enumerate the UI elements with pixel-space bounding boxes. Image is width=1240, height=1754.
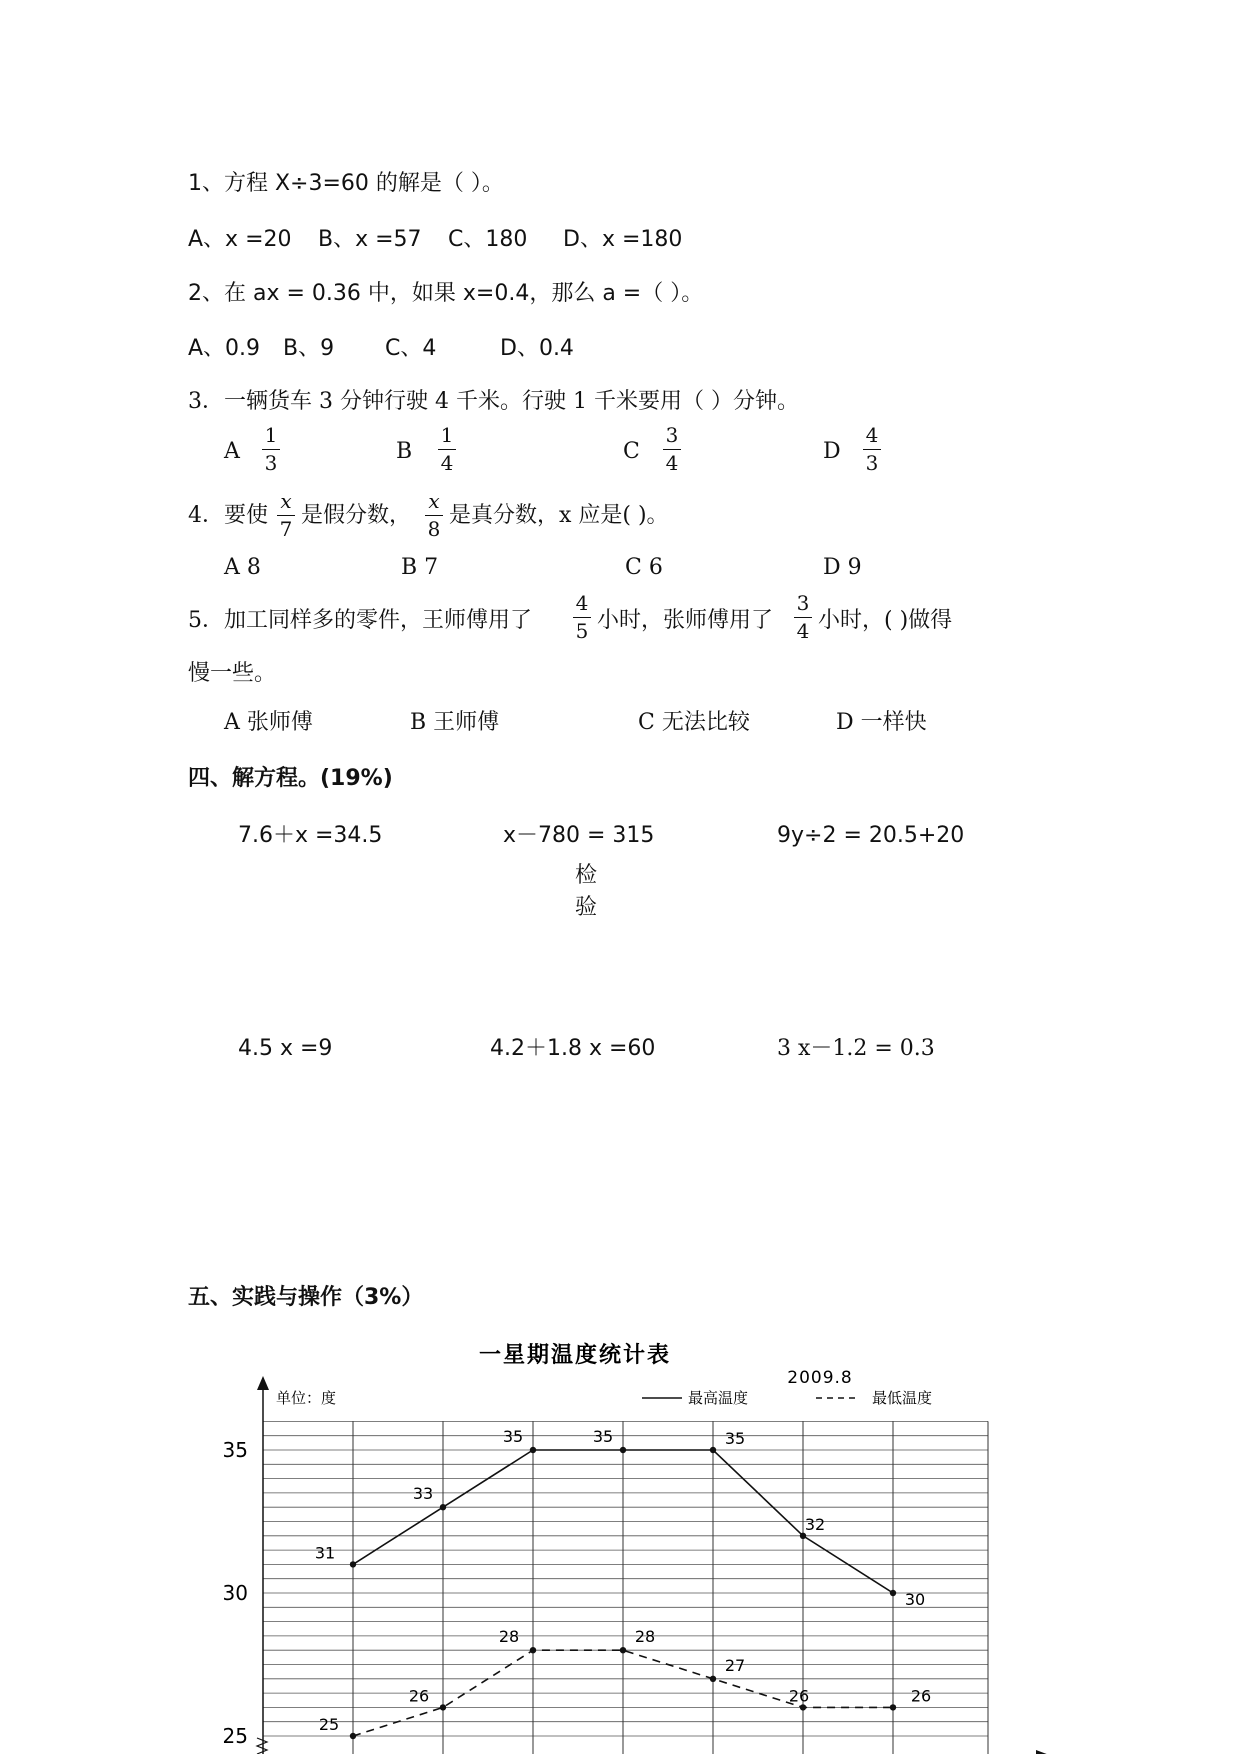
question-5-part3: 小时，( )做得 xyxy=(818,608,953,633)
q5-option-a: A 张师傅 xyxy=(224,710,313,735)
q3-option-a-letter: A xyxy=(224,439,240,464)
chart-unit-label: 单位：度 xyxy=(276,1389,337,1407)
check-label-line2: 验 xyxy=(575,895,598,920)
data-point xyxy=(620,1447,626,1453)
y-tick-label: 30 xyxy=(222,1581,248,1605)
q2-option-a: A、0.9 xyxy=(188,336,261,361)
q3-option-c-letter: C xyxy=(623,439,640,464)
fraction-denominator: 8 xyxy=(427,517,441,541)
data-label: 30 xyxy=(904,1590,926,1609)
chart-axes xyxy=(257,1376,1052,1754)
data-point xyxy=(530,1647,536,1653)
data-point xyxy=(710,1447,716,1453)
axis-break-mark xyxy=(257,1738,267,1754)
q4-fraction-2 xyxy=(425,490,443,540)
y-tick-labels xyxy=(223,1438,248,1748)
data-label: 28 xyxy=(498,1627,520,1647)
data-label: 31 xyxy=(314,1543,336,1563)
q4-option-c: C 6 xyxy=(625,555,663,580)
data-point xyxy=(440,1504,446,1510)
fraction-numerator: 1 xyxy=(440,423,454,447)
chart-title: 一星期温度统计表 xyxy=(478,1343,672,1368)
data-label: 26 xyxy=(910,1686,932,1706)
x-axis-arrow xyxy=(1036,1750,1052,1754)
question-2-text: 2、在 ax = 0.36 中，如果 x=0.4，那么 a =（ ）。 xyxy=(188,281,704,306)
q3-option-b-letter: B xyxy=(396,439,413,464)
q4-option-d: D 9 xyxy=(823,555,862,580)
y-axis-arrow xyxy=(257,1376,269,1390)
data-label: 35 xyxy=(592,1427,614,1446)
q2-option-c: C、4 xyxy=(385,336,437,361)
q2-option-b: B、9 xyxy=(283,336,335,361)
equation-6: 3 x－1.2 = 0.3 xyxy=(777,1036,935,1061)
equation-2: x－780 = 315 xyxy=(503,823,655,848)
q5-fraction-2 xyxy=(794,592,812,642)
equation-5: 4.2＋1.8 x =60 xyxy=(490,1036,656,1061)
fraction-numerator: x xyxy=(280,489,292,513)
legend-min-label: 最低温度 xyxy=(872,1389,933,1407)
question-5-line2: 慢一些。 xyxy=(188,661,277,686)
q5-option-d: D 一样快 xyxy=(836,710,927,735)
chart-subtitle: 2009.8 xyxy=(787,1368,853,1388)
q1-option-b: B、x =57 xyxy=(318,227,422,252)
question-4-part1: 4．要使 xyxy=(188,503,268,528)
data-label: 35 xyxy=(502,1427,524,1446)
q5-fraction-1 xyxy=(573,592,591,642)
fraction-numerator: 1 xyxy=(264,423,278,447)
q3-option-b-fraction xyxy=(438,424,456,474)
data-label: 25 xyxy=(318,1715,340,1734)
data-point xyxy=(440,1704,446,1710)
fraction-denominator: 4 xyxy=(665,451,679,475)
fraction-numerator: 4 xyxy=(865,423,879,447)
data-point xyxy=(530,1447,536,1453)
fraction-numerator: 3 xyxy=(796,591,810,615)
question-3-text: 3．一辆货车 3 分钟行驶 4 千米。行驶 1 千米要用（ ）分钟。 xyxy=(188,389,799,414)
data-label: 35 xyxy=(724,1429,746,1448)
q2-option-d: D、0.4 xyxy=(500,336,574,361)
equation-4: 4.5 x =9 xyxy=(238,1036,333,1061)
fraction-denominator: 3 xyxy=(865,451,879,475)
equation-1: 7.6＋x =34.5 xyxy=(238,823,383,848)
q4-fraction-1 xyxy=(277,490,295,540)
check-label-line1: 检 xyxy=(575,863,598,888)
q1-option-c: C、180 xyxy=(448,227,528,252)
fraction-numerator: x xyxy=(428,489,440,513)
fraction-denominator: 4 xyxy=(796,619,810,643)
data-label: 27 xyxy=(724,1655,746,1675)
section-5-heading: 五、实践与操作（3%） xyxy=(188,1285,424,1310)
q5-option-c: C 无法比较 xyxy=(638,710,750,735)
equation-3: 9y÷2 = 20.5+20 xyxy=(777,823,965,848)
data-point xyxy=(350,1733,356,1739)
fraction-denominator: 4 xyxy=(440,451,454,475)
q3-option-c-fraction xyxy=(663,424,681,474)
section-4-heading: 四、解方程。(19%) xyxy=(188,766,393,791)
q3-option-d-letter: D xyxy=(823,439,841,464)
data-point xyxy=(350,1561,356,1567)
fraction-denominator: 5 xyxy=(575,619,589,643)
question-5-part1: 5．加工同样多的零件，王师傅用了 xyxy=(188,608,532,633)
q3-option-d-fraction xyxy=(863,424,881,474)
data-point xyxy=(710,1676,716,1682)
fraction-denominator: 7 xyxy=(279,517,293,541)
data-label: 33 xyxy=(412,1484,434,1504)
q1-option-d: D、x =180 xyxy=(563,227,683,252)
data-label: 32 xyxy=(804,1514,826,1534)
question-4-part3: 是真分数，x 应是( )。 xyxy=(449,503,669,528)
chart-grid xyxy=(263,1421,988,1754)
legend-max-label: 最高温度 xyxy=(688,1389,749,1407)
data-label: 26 xyxy=(408,1686,430,1706)
y-tick-label: 25 xyxy=(222,1724,248,1748)
q1-option-a: A、x =20 xyxy=(188,227,292,252)
temperature-chart xyxy=(0,1334,1240,1754)
data-point xyxy=(890,1704,896,1710)
question-1-text: 1、方程 X÷3=60 的解是（ ）。 xyxy=(188,171,504,196)
q5-option-b: B 王师傅 xyxy=(410,710,500,735)
question-4-part2: 是假分数， xyxy=(301,503,412,528)
data-point xyxy=(890,1590,896,1596)
q4-option-b: B 7 xyxy=(401,555,439,580)
data-point xyxy=(620,1647,626,1653)
y-tick-label: 35 xyxy=(222,1438,248,1462)
fraction-numerator: 3 xyxy=(665,423,679,447)
data-label: 28 xyxy=(634,1627,656,1647)
fraction-numerator: 4 xyxy=(575,591,589,615)
q4-option-a: A 8 xyxy=(224,555,261,580)
data-label: 26 xyxy=(788,1686,810,1706)
question-5-part2: 小时，张师傅用了 xyxy=(597,608,774,633)
q3-option-a-fraction xyxy=(262,424,280,474)
fraction-denominator: 3 xyxy=(264,451,278,475)
